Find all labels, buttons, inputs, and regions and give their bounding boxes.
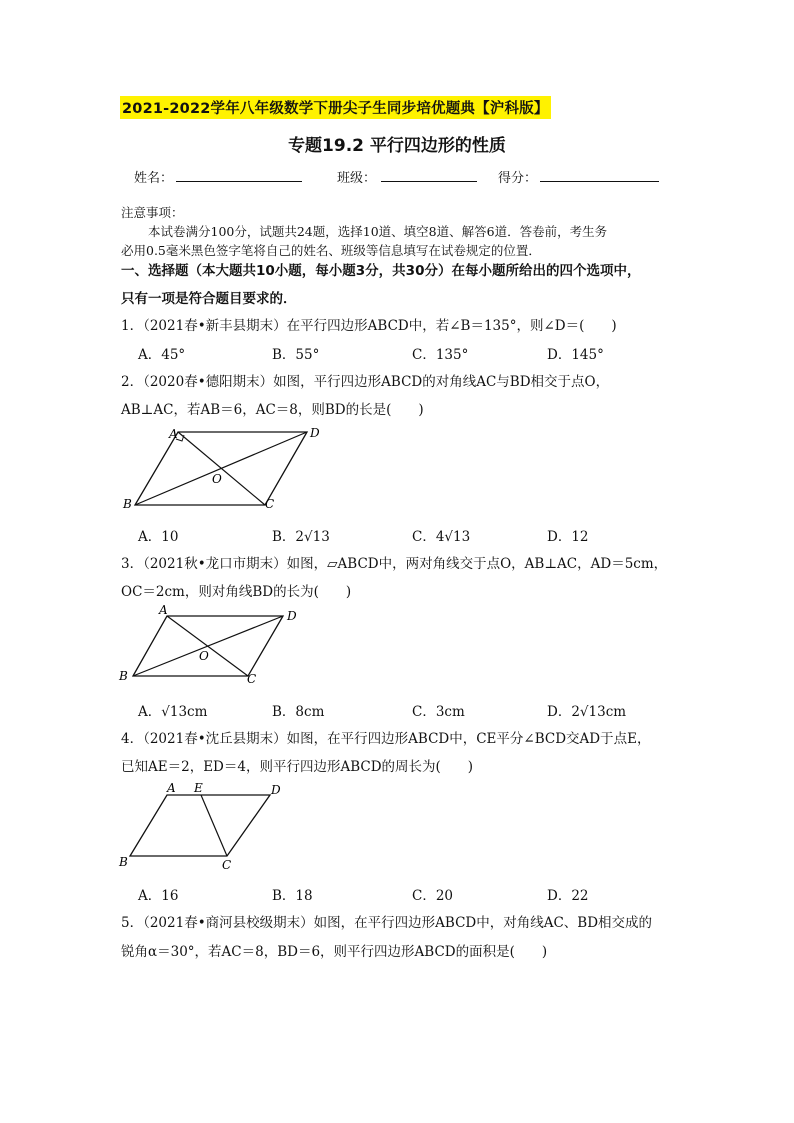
q3-option-a[interactable]: A．√13cm: [138, 704, 208, 720]
q2-label-c: C: [265, 497, 275, 511]
question-3-stem: 3．（2021秋•龙口市期末）如图，▱ABCD中，两对角线交于点O，AB⊥AC，AD＝5cm，: [121, 556, 668, 572]
section-heading: 一、选择题（本大题共10小题，每小题3分，共30分）在每小题所给出的四个选项中，: [121, 263, 641, 279]
q2-option-a[interactable]: A．10: [138, 529, 179, 545]
class-label: 班级：: [337, 171, 377, 186]
question-4-stem: 4．（2021春•沈丘县期末）如图，在平行四边形ABCD中，CE平分∠BCD交AD于点E，: [121, 731, 651, 747]
page-title: 专题19.2 平行四边形的性质: [288, 136, 506, 156]
question-3-stem: OC＝2cm，则对角线BD的长为( ): [121, 584, 352, 600]
q4-option-c[interactable]: C．20: [412, 888, 454, 904]
q2-label-d: D: [310, 426, 320, 440]
q4-option-a[interactable]: A．16: [138, 888, 179, 904]
notes-heading: 注意事项：: [121, 205, 184, 220]
q3-figure: [115, 600, 315, 690]
q3-label-o: O: [199, 649, 209, 663]
q1-option-b[interactable]: B．55°: [272, 347, 320, 363]
q2-label-b: B: [123, 497, 132, 511]
q2-label-a: A: [169, 427, 178, 441]
q3-option-d[interactable]: D．2√13cm: [547, 704, 627, 720]
q3-label-d: D: [287, 609, 297, 623]
q2-option-d[interactable]: D．12: [547, 529, 589, 545]
q4-label-a: A: [167, 781, 176, 795]
q3-diagonal-bd: [133, 616, 283, 676]
q3-option-c[interactable]: C．3cm: [412, 704, 465, 720]
question-1-stem: 1．（2021春•新丰县期末）在平行四边形ABCD中，若∠B＝135°，则∠D＝( ): [121, 318, 617, 334]
q3-option-b[interactable]: B．8cm: [272, 704, 325, 720]
q1-option-c[interactable]: C．135°: [412, 347, 469, 363]
question-5-stem: 5．（2021春•商河县校级期末）如图，在平行四边形ABCD中，对角线AC、BD相交成的: [121, 915, 653, 931]
q4-option-d[interactable]: D．22: [547, 888, 589, 904]
question-2-stem: AB⊥AC，若AB＝6，AC＝8，则BD的长是( ): [121, 402, 424, 418]
q4-label-d: D: [271, 783, 281, 797]
question-4-stem: 已知AE＝2，ED＝4，则平行四边形ABCD的周长为( ): [121, 759, 474, 775]
banner-title: 2021-2022学年八年级数学下册尖子生同步培优题典【沪科版】: [120, 96, 551, 119]
q3-label-c: C: [247, 672, 257, 686]
q4-option-b[interactable]: B．18: [272, 888, 313, 904]
q4-label-c: C: [222, 858, 232, 872]
section-heading: 只有一项是符合题目要求的．: [121, 291, 297, 307]
q4-figure: [115, 777, 305, 872]
notes-line: 必用0.5毫米黑色签字笔将自己的姓名、班级等信息填写在试卷规定的位置．: [121, 243, 541, 258]
q1-option-d[interactable]: D．145°: [547, 347, 604, 363]
score-blank: [540, 181, 659, 182]
name-blank: [176, 181, 302, 182]
q4-label-e: E: [194, 781, 203, 795]
q2-figure: [115, 420, 330, 515]
score-label: 得分：: [498, 171, 538, 186]
q2-label-o: O: [212, 472, 222, 486]
question-5-stem: 锐角α＝30°，若AC＝8，BD＝6，则平行四边形ABCD的面积是( ): [121, 944, 548, 960]
question-2-stem: 2．（2020春•德阳期末）如图，平行四边形ABCD的对角线AC与BD相交于点O，: [121, 374, 610, 390]
class-blank: [381, 181, 477, 182]
q3-label-b: B: [119, 669, 128, 683]
q2-option-c[interactable]: C．4√13: [412, 529, 471, 545]
q2-diagonal-bd: [135, 432, 307, 505]
q4-label-b: B: [119, 855, 128, 869]
q3-label-a: A: [159, 603, 168, 617]
q2-option-b[interactable]: B．2√13: [272, 529, 330, 545]
q4-segment-ce: [201, 795, 227, 856]
q4-parallelogram: [130, 795, 270, 856]
notes-line: 本试卷满分100分，试题共24题，选择10道、填空8道、解答6道．答卷前，考生务: [148, 224, 608, 239]
name-label: 姓名：: [134, 171, 174, 186]
q1-option-a[interactable]: A．45°: [138, 347, 186, 363]
